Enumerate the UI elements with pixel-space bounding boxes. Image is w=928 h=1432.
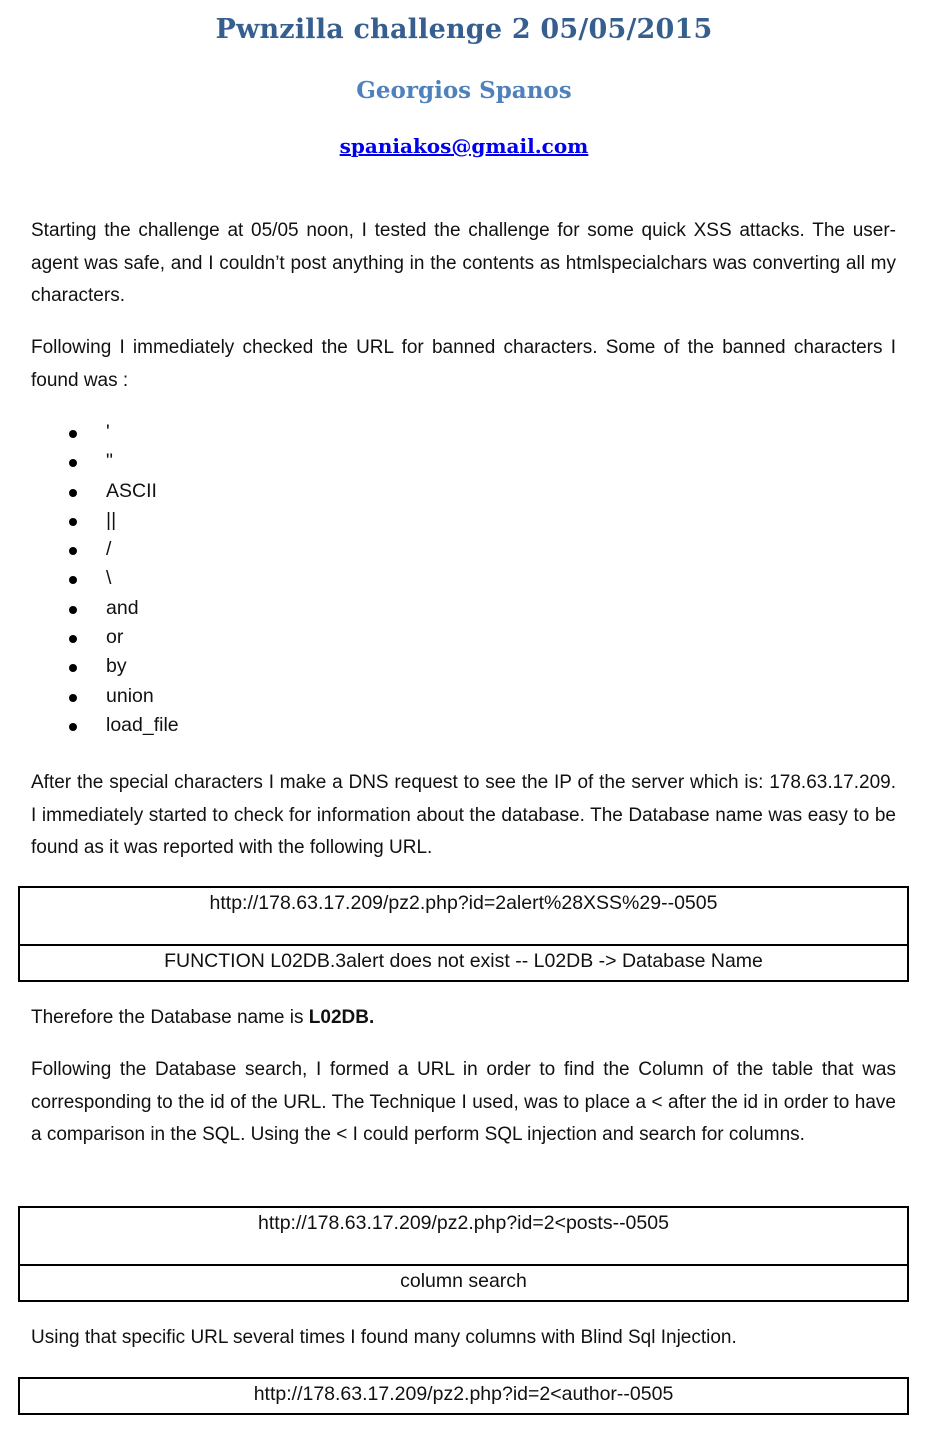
banned-char: and — [106, 596, 139, 619]
db-name-paragraph — [31, 1002, 896, 1035]
list-item — [0, 418, 179, 447]
banned-intro-paragraph: Following I immediately checked the URL for banned characters. Some of the banned characters I found was : — [31, 337, 896, 391]
list-item — [0, 652, 179, 681]
table-row — [19, 1378, 908, 1414]
bullet-icon — [69, 489, 77, 497]
list-item — [0, 477, 179, 506]
db-name-prefix: Therefore the Database name is — [31, 1007, 309, 1028]
author-url-table — [18, 1377, 909, 1415]
db-name-value: L02DB. — [308, 1007, 375, 1028]
list-item — [0, 623, 179, 652]
bullet-icon — [69, 576, 77, 584]
url-cell: http://178.63.17.209/pz2.php?id=2<posts--0505 — [19, 1207, 908, 1265]
column-search-table — [18, 1206, 909, 1302]
banned-char: or — [106, 626, 124, 649]
bullet-icon — [69, 635, 77, 643]
bullet-icon — [69, 430, 77, 438]
table-row — [19, 1265, 908, 1301]
list-item — [0, 447, 179, 476]
blind-sql-paragraph: Using that specific URL several times I found many columns with Blind Sql Injection. — [31, 1327, 737, 1348]
bullet-icon — [69, 547, 77, 555]
list-item — [0, 564, 179, 593]
list-item — [0, 711, 179, 740]
document-title: Pwnzilla challenge 2 05/05/2015 — [215, 14, 713, 45]
bullet-icon — [69, 606, 77, 614]
list-item — [0, 682, 179, 711]
bullet-icon — [69, 664, 77, 672]
list-item — [0, 506, 179, 535]
banned-char: || — [106, 508, 117, 531]
table-row — [19, 887, 908, 945]
bullet-icon — [69, 723, 77, 731]
bullet-icon — [69, 518, 77, 526]
author-name: Georgios Spanos — [356, 77, 572, 104]
result-cell: FUNCTION L02DB.3alert does not exist -- L02DB -> Database Name — [19, 945, 908, 981]
email-line — [0, 134, 928, 158]
intro-paragraph: Starting the challenge at 05/05 noon, I tested the challenge for some quick XSS attacks. The user-agent was safe, and I couldn’t post anything in the contents as htmlspecialchars was converting all my characters. — [31, 220, 896, 306]
banned-char: ASCII — [106, 479, 157, 502]
banned-char: ' — [106, 421, 110, 443]
banned-char: \ — [106, 567, 112, 590]
banned-char: " — [106, 450, 113, 473]
banned-characters-list — [0, 418, 179, 740]
table-row — [19, 1207, 908, 1265]
email-link[interactable]: spaniakos@gmail.com — [339, 134, 589, 158]
bullet-icon — [69, 694, 77, 702]
column-search-paragraph: Following the Database search, I formed a URL in order to find the Column of the table that was corresponding to the id of the URL. The Technique I used, was to place a < after the id in order to have a comparison in the SQL. Using the < I could perform SQL injection and search for columns. — [31, 1059, 896, 1145]
banned-char: union — [106, 684, 154, 707]
table-row — [19, 945, 908, 981]
bullet-icon — [69, 459, 77, 467]
list-item — [0, 535, 179, 564]
dns-paragraph: After the special characters I make a DNS request to see the IP of the server which is: 178.63.17.209. I immediately started to check for information about the database. The Database name was easy to be found as it was reported with the following URL. — [31, 772, 896, 858]
banned-char: by — [106, 655, 127, 678]
result-cell: column search — [19, 1265, 908, 1301]
banned-char: load_file — [106, 713, 179, 736]
list-item — [0, 594, 179, 623]
url-cell: http://178.63.17.209/pz2.php?id=2<author--0505 — [19, 1378, 908, 1414]
url-cell: http://178.63.17.209/pz2.php?id=2alert%28XSS%29--0505 — [19, 887, 908, 945]
banned-char: / — [106, 538, 112, 561]
database-name-table — [18, 886, 909, 982]
